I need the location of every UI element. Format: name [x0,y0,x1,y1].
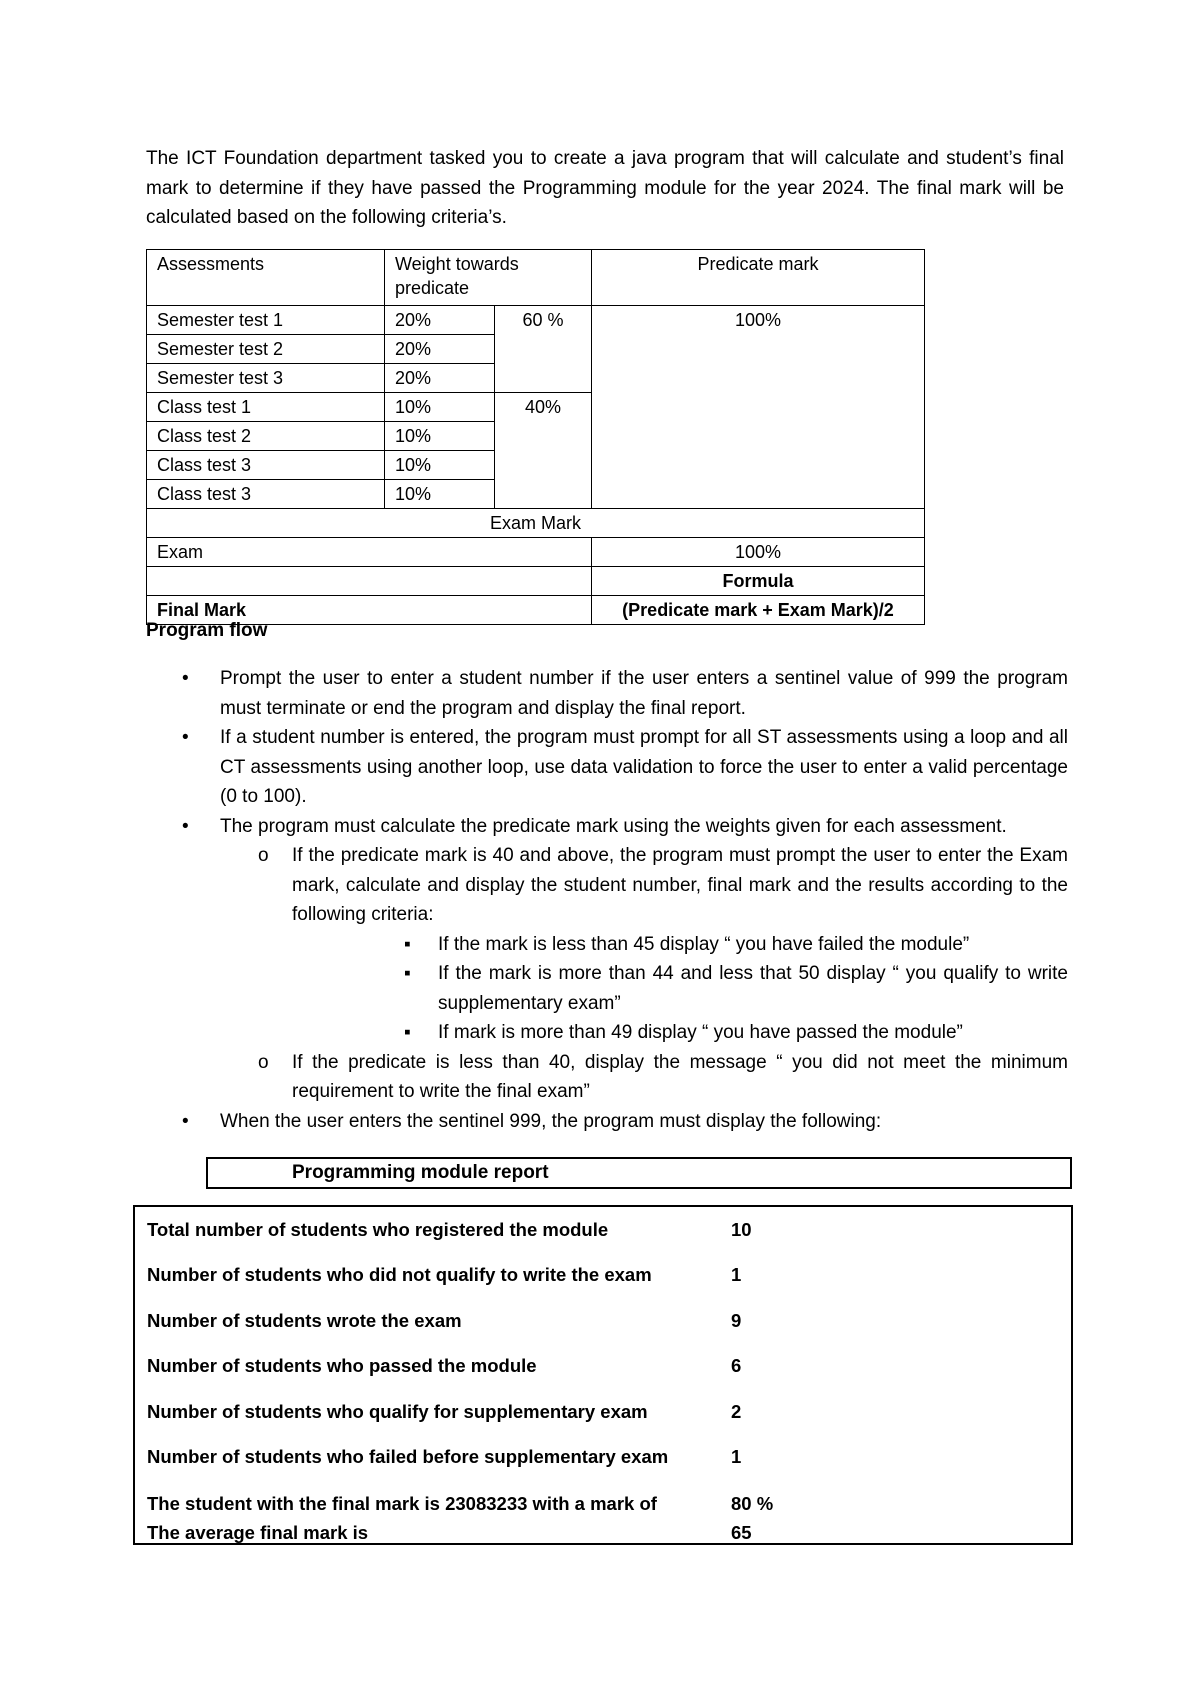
report-title-box [206,1157,1072,1189]
formula-empty-cell [147,567,592,596]
square-bullet-icon: ▪ [404,963,411,984]
sub-list-container [146,841,1068,1107]
assessment-name: Class test 1 [147,393,385,422]
criteria-list [146,930,1068,1048]
formula-header: Formula [592,567,925,596]
header-weight: Weight towards predicate [385,250,592,306]
report-box [133,1205,1073,1545]
report-row-label: Total number of students who registered the module [147,1219,609,1240]
assessment-weight: 20% [385,364,495,393]
criteria-list-container [146,930,1068,1048]
report-row-value: 65 [731,1522,752,1543]
criteria-list-item [146,930,1068,960]
assessment-name: Semester test 2 [147,335,385,364]
criteria-text: If the mark is more than 44 and less that 50 display “ you qualify to write supplementary exam” [438,963,1068,1014]
semester-group-weight: 60 % [495,306,592,393]
bullet-icon: • [182,668,189,689]
report-row-value: 1 [731,1446,742,1467]
bullet-text: If a student number is entered, the program must prompt for all ST assessments using a loop and all CT assessments using another loop, use data validation to force the user to enter a valid percentage (0 to 100). [220,727,1068,807]
formula-header-row [147,567,925,596]
list-item [146,812,1068,842]
circle-bullet-icon: o [258,845,269,866]
exam-label: Exam [147,538,592,567]
criteria-text: If mark is more than 49 display “ you have passed the module” [438,1022,963,1043]
predicate-value: 100% [592,306,925,509]
table-row [147,306,925,335]
report-row-value: 2 [731,1401,742,1422]
criteria-table [146,249,925,625]
assessment-name: Semester test 3 [147,364,385,393]
bullet-icon: • [182,815,189,837]
sub-list [146,841,1068,1107]
assessment-weight: 10% [385,480,495,509]
criteria-text: If the mark is less than 45 display “ you have failed the module” [438,933,970,955]
report-row-label: Number of students who qualify for supplementary exam [147,1401,648,1422]
exam-row [147,538,925,567]
circle-bullet-icon: o [258,1051,269,1073]
bullet-icon: • [182,1110,189,1132]
criteria-header-row [147,250,925,306]
program-flow-list [146,664,1068,1136]
report-row-label: The average final mark is [147,1522,369,1543]
report-row-label: Number of students who passed the module [147,1355,537,1376]
intro-paragraph: The ICT Foundation department tasked you to create a java program that will calculate and student’s final mark to determine if they have passed the Programming module for the year 2024. The final mark will be calculated based on the following criteria’s. [146,148,1064,228]
assessment-weight: 20% [385,335,495,364]
bullet-text: Prompt the user to enter a student number if the user enters a sentinel value of 999 the program must terminate or end the program and display the final report. [220,668,1068,719]
report-row-label: Number of students who failed before supplementary exam [147,1446,669,1467]
final-mark-label: Final Mark [147,596,592,625]
criteria-list-item [146,959,1068,1018]
report-row-label: Number of students who did not qualify to write the exam [147,1264,652,1285]
assessment-weight: 10% [385,422,495,451]
report-row-label: The student with the final mark is 23083233 with a mark of [147,1493,657,1514]
sub-bullet-text: If the predicate mark is 40 and above, the program must prompt the user to enter the Exam mark, calculate and display the student number, final mark and the results according to the following criteria: [292,845,1068,925]
bullet-text: The program must calculate the predicate mark using the weights given for each assessment. [220,815,1007,837]
report-row-value: 1 [731,1264,742,1285]
list-item [146,1107,1068,1137]
list-item [146,723,1068,812]
assessment-weight: 20% [385,306,495,335]
assessment-name: Semester test 1 [147,306,385,335]
header-predicate: Predicate mark [592,250,925,306]
bullet-icon: • [182,727,189,748]
report-row-label: Number of students wrote the exam [147,1310,462,1331]
sub-list-item [146,1048,1068,1107]
exam-mark-header: Exam Mark [147,509,925,538]
criteria-list-item [146,1018,1068,1048]
exam-mark-header-row [147,509,925,538]
report-row-value: 80 % [731,1493,774,1514]
report-row-value: 9 [731,1310,742,1331]
square-bullet-icon: ▪ [404,933,411,955]
exam-value: 100% [592,538,925,567]
assessment-name: Class test 2 [147,422,385,451]
assessment-weight: 10% [385,393,495,422]
assessment-weight: 10% [385,451,495,480]
assessment-name: Class test 3 [147,451,385,480]
report-title: Programming module report [292,1162,549,1183]
report-row-value: 10 [731,1219,752,1240]
bullet-text: When the user enters the sentinel 999, the program must display the following: [220,1110,882,1132]
report-row-value: 6 [731,1355,742,1376]
program-flow-heading: Program flow [146,620,268,641]
sub-list-item [146,841,1068,930]
square-bullet-icon: ▪ [404,1022,411,1043]
header-assessments: Assessments [147,250,385,306]
assessment-name: Class test 3 [147,480,385,509]
final-mark-formula: (Predicate mark + Exam Mark)/2 [592,596,925,625]
class-group-weight: 40% [495,393,592,509]
list-item [146,664,1068,723]
sub-bullet-text: If the predicate is less than 40, display the message “ you did not meet the minimum requirement to write the final exam” [292,1051,1068,1102]
